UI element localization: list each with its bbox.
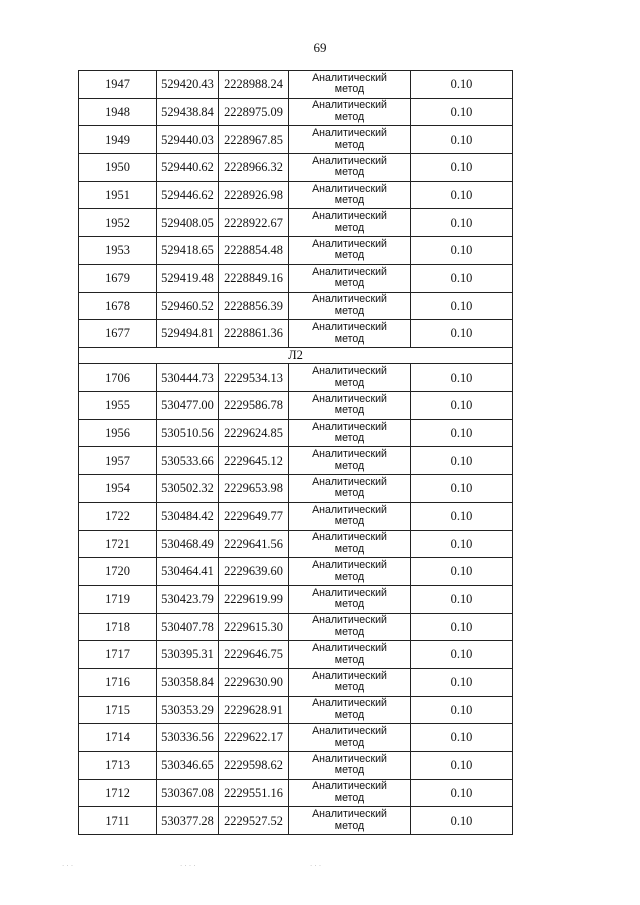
accuracy-cell: 0.10 xyxy=(411,98,513,126)
accuracy-cell: 0.10 xyxy=(411,585,513,613)
method-cell xyxy=(289,779,411,807)
y-coordinate-cell: 2229653.98 xyxy=(219,475,289,503)
y-coordinate-cell: 2229586.78 xyxy=(219,392,289,420)
y-coordinate-cell: 2228922.67 xyxy=(219,209,289,237)
method-line-2: метод xyxy=(334,404,365,417)
method-line-2: метод xyxy=(334,277,365,290)
point-number-cell: 1713 xyxy=(79,752,157,780)
point-number-cell: 1677 xyxy=(79,320,157,348)
section-row xyxy=(79,347,513,364)
method-line-1: Аналитический xyxy=(312,614,387,627)
method-line-1: Аналитический xyxy=(312,642,387,654)
method-line-1: Аналитический xyxy=(312,697,387,710)
accuracy-cell: 0.10 xyxy=(411,237,513,265)
method-cell xyxy=(289,502,411,530)
method-line-2: метод xyxy=(334,736,365,749)
method-cell xyxy=(289,98,411,126)
method-cell xyxy=(289,724,411,752)
accuracy-cell: 0.10 xyxy=(411,181,513,209)
table-row xyxy=(79,502,513,530)
accuracy-cell: 0.10 xyxy=(411,558,513,586)
method-line-1: Аналитический xyxy=(312,669,387,682)
x-coordinate-cell: 530502.32 xyxy=(157,475,219,503)
table-row xyxy=(79,264,513,292)
table-row xyxy=(79,696,513,724)
method-line-1: Аналитический xyxy=(312,237,387,250)
table-row xyxy=(79,126,513,154)
method-line-2: метод xyxy=(334,332,365,345)
accuracy-cell: 0.10 xyxy=(411,724,513,752)
method-line-1: Аналитический xyxy=(312,503,387,516)
accuracy-cell: 0.10 xyxy=(411,71,513,99)
point-number-cell: 1715 xyxy=(79,696,157,724)
y-coordinate-cell: 2229551.16 xyxy=(219,779,289,807)
x-coordinate-cell: 530510.56 xyxy=(157,419,219,447)
accuracy-cell: 0.10 xyxy=(411,530,513,558)
method-line-1: Аналитический xyxy=(312,531,387,544)
page-number: 69 xyxy=(313,40,327,55)
method-line-1: Аналитический xyxy=(312,586,387,599)
method-line-1: Аналитический xyxy=(312,420,387,433)
x-coordinate-cell: 530407.78 xyxy=(157,613,219,641)
method-line-1: Аналитический xyxy=(312,293,387,306)
y-coordinate-cell: 2228926.98 xyxy=(219,181,289,209)
y-coordinate-cell: 2229649.77 xyxy=(219,502,289,530)
y-coordinate-cell: 2228861.36 xyxy=(219,320,289,348)
table-row xyxy=(79,779,513,807)
accuracy-cell: 0.10 xyxy=(411,419,513,447)
method-line-1: Аналитический xyxy=(312,392,387,405)
table-row xyxy=(79,320,513,348)
y-coordinate-cell: 2229628.91 xyxy=(219,696,289,724)
table-row xyxy=(79,392,513,420)
table-body-top xyxy=(79,71,513,348)
accuracy-cell: 0.10 xyxy=(411,126,513,154)
method-line-2: метод xyxy=(334,83,365,96)
method-cell xyxy=(289,320,411,348)
method-cell xyxy=(289,641,411,669)
accuracy-cell: 0.10 xyxy=(411,668,513,696)
y-coordinate-cell: 2229646.75 xyxy=(219,641,289,669)
y-coordinate-cell: 2228856.39 xyxy=(219,292,289,320)
method-line-1: Аналитический xyxy=(312,154,387,167)
x-coordinate-cell: 530353.29 xyxy=(157,696,219,724)
y-coordinate-cell: 2229645.12 xyxy=(219,447,289,475)
x-coordinate-cell: 530377.28 xyxy=(157,807,219,835)
point-number-cell: 1716 xyxy=(79,668,157,696)
method-line-2: метод xyxy=(334,515,365,528)
x-coordinate-cell: 529408.05 xyxy=(157,209,219,237)
x-coordinate-cell: 529446.62 xyxy=(157,181,219,209)
method-line-1: Аналитический xyxy=(312,210,387,223)
method-cell xyxy=(289,696,411,724)
x-coordinate-cell: 529494.81 xyxy=(157,320,219,348)
y-coordinate-cell: 2229639.60 xyxy=(219,558,289,586)
scan-artifact: · · · xyxy=(310,862,322,870)
y-coordinate-cell: 2229527.52 xyxy=(219,807,289,835)
method-line-2: метод xyxy=(334,138,365,151)
x-coordinate-cell: 530444.73 xyxy=(157,364,219,392)
y-coordinate-cell: 2228975.09 xyxy=(219,98,289,126)
method-line-2: метод xyxy=(334,542,365,555)
method-cell xyxy=(289,419,411,447)
method-line-2: метод xyxy=(334,432,365,445)
point-number-cell: 1956 xyxy=(79,419,157,447)
accuracy-cell: 0.10 xyxy=(411,264,513,292)
x-coordinate-cell: 530464.41 xyxy=(157,558,219,586)
method-line-2: метод xyxy=(334,194,365,207)
point-number-cell: 1717 xyxy=(79,641,157,669)
accuracy-cell: 0.10 xyxy=(411,475,513,503)
x-coordinate-cell: 529419.48 xyxy=(157,264,219,292)
table-row xyxy=(79,558,513,586)
method-line-2: метод xyxy=(334,764,365,777)
table-row xyxy=(79,71,513,99)
method-line-1: Аналитический xyxy=(312,448,387,461)
method-line-2: метод xyxy=(334,653,365,666)
method-line-2: метод xyxy=(334,221,365,234)
method-cell xyxy=(289,668,411,696)
y-coordinate-cell: 2228988.24 xyxy=(219,71,289,99)
x-coordinate-cell: 530358.84 xyxy=(157,668,219,696)
method-cell xyxy=(289,613,411,641)
method-line-1: Аналитический xyxy=(312,127,387,140)
point-number-cell: 1678 xyxy=(79,292,157,320)
method-line-1: Аналитический xyxy=(312,475,387,488)
method-line-1: Аналитический xyxy=(312,99,387,112)
accuracy-cell: 0.10 xyxy=(411,779,513,807)
point-number-cell: 1722 xyxy=(79,502,157,530)
point-number-cell: 1957 xyxy=(79,447,157,475)
method-line-2: метод xyxy=(334,625,365,638)
x-coordinate-cell: 529438.84 xyxy=(157,98,219,126)
accuracy-cell: 0.10 xyxy=(411,807,513,835)
table-row xyxy=(79,585,513,613)
table-row xyxy=(79,724,513,752)
y-coordinate-cell: 2228849.16 xyxy=(219,264,289,292)
section-header xyxy=(79,347,513,364)
method-cell xyxy=(289,558,411,586)
x-coordinate-cell: 529418.65 xyxy=(157,237,219,265)
x-coordinate-cell: 529440.62 xyxy=(157,154,219,182)
point-number-cell: 1721 xyxy=(79,530,157,558)
x-coordinate-cell: 529440.03 xyxy=(157,126,219,154)
method-cell xyxy=(289,364,411,392)
coordinates-table xyxy=(78,70,513,835)
point-number-cell: 1953 xyxy=(79,237,157,265)
point-number-cell: 1950 xyxy=(79,154,157,182)
point-number-cell: 1679 xyxy=(79,264,157,292)
method-cell xyxy=(289,530,411,558)
accuracy-cell: 0.10 xyxy=(411,209,513,237)
accuracy-cell: 0.10 xyxy=(411,320,513,348)
method-line-2: метод xyxy=(334,708,365,721)
y-coordinate-cell: 2229630.90 xyxy=(219,668,289,696)
method-line-2: метод xyxy=(334,111,365,124)
method-cell xyxy=(289,585,411,613)
table-row xyxy=(79,447,513,475)
point-number-cell: 1949 xyxy=(79,126,157,154)
point-number-cell: 1952 xyxy=(79,209,157,237)
table-row xyxy=(79,237,513,265)
point-number-cell: 1948 xyxy=(79,98,157,126)
method-cell xyxy=(289,154,411,182)
method-line-2: метод xyxy=(334,487,365,500)
point-number-cell: 1951 xyxy=(79,181,157,209)
method-cell xyxy=(289,807,411,835)
table-row xyxy=(79,752,513,780)
method-line-1: Аналитический xyxy=(312,265,387,278)
x-coordinate-cell: 530468.49 xyxy=(157,530,219,558)
table-row xyxy=(79,154,513,182)
method-line-1: Аналитический xyxy=(312,182,387,195)
y-coordinate-cell: 2229619.99 xyxy=(219,585,289,613)
accuracy-cell: 0.10 xyxy=(411,292,513,320)
accuracy-cell: 0.10 xyxy=(411,613,513,641)
x-coordinate-cell: 529460.52 xyxy=(157,292,219,320)
accuracy-cell: 0.10 xyxy=(411,696,513,724)
x-coordinate-cell: 530533.66 xyxy=(157,447,219,475)
point-number-cell: 1947 xyxy=(79,71,157,99)
method-cell xyxy=(289,126,411,154)
method-line-2: метод xyxy=(334,570,365,583)
point-number-cell: 1954 xyxy=(79,475,157,503)
table-row xyxy=(79,668,513,696)
method-line-1: Аналитический xyxy=(312,725,387,738)
accuracy-cell: 0.10 xyxy=(411,392,513,420)
section-label: Л2 xyxy=(79,347,513,364)
y-coordinate-cell: 2228966.32 xyxy=(219,154,289,182)
y-coordinate-cell: 2229624.85 xyxy=(219,419,289,447)
method-line-1: Аналитический xyxy=(312,780,387,793)
y-coordinate-cell: 2229622.17 xyxy=(219,724,289,752)
method-line-2: метод xyxy=(334,819,365,832)
method-cell xyxy=(289,752,411,780)
y-coordinate-cell: 2228967.85 xyxy=(219,126,289,154)
method-line-1: Аналитический xyxy=(312,365,387,378)
method-cell xyxy=(289,181,411,209)
point-number-cell: 1720 xyxy=(79,558,157,586)
method-line-2: метод xyxy=(334,249,365,262)
point-number-cell: 1719 xyxy=(79,585,157,613)
method-line-2: метод xyxy=(334,304,365,317)
method-cell xyxy=(289,209,411,237)
method-line-2: метод xyxy=(334,792,365,805)
table-row xyxy=(79,98,513,126)
point-number-cell: 1706 xyxy=(79,364,157,392)
method-line-1: Аналитический xyxy=(312,808,387,821)
method-cell xyxy=(289,447,411,475)
method-cell xyxy=(289,392,411,420)
accuracy-cell: 0.10 xyxy=(411,502,513,530)
x-coordinate-cell: 530395.31 xyxy=(157,641,219,669)
method-line-1: Аналитический xyxy=(312,71,387,84)
accuracy-cell: 0.10 xyxy=(411,364,513,392)
x-coordinate-cell: 530367.08 xyxy=(157,779,219,807)
point-number-cell: 1714 xyxy=(79,724,157,752)
x-coordinate-cell: 530484.42 xyxy=(157,502,219,530)
method-line-2: метод xyxy=(334,681,365,694)
x-coordinate-cell: 530423.79 xyxy=(157,585,219,613)
method-line-2: метод xyxy=(334,459,365,472)
point-number-cell: 1955 xyxy=(79,392,157,420)
y-coordinate-cell: 2229615.30 xyxy=(219,613,289,641)
accuracy-cell: 0.10 xyxy=(411,641,513,669)
accuracy-cell: 0.10 xyxy=(411,154,513,182)
method-cell xyxy=(289,292,411,320)
table-row xyxy=(79,181,513,209)
scan-artifact: · · · · xyxy=(180,862,196,870)
table-row xyxy=(79,419,513,447)
table-row xyxy=(79,292,513,320)
table-row xyxy=(79,530,513,558)
method-cell xyxy=(289,264,411,292)
method-line-2: метод xyxy=(334,598,365,611)
point-number-cell: 1718 xyxy=(79,613,157,641)
table-body-bottom xyxy=(79,364,513,835)
x-coordinate-cell: 530477.00 xyxy=(157,392,219,420)
table-row xyxy=(79,364,513,392)
scan-artifact: · · · xyxy=(62,862,74,870)
y-coordinate-cell: 2229534.13 xyxy=(219,364,289,392)
method-cell xyxy=(289,237,411,265)
method-line-1: Аналитический xyxy=(312,320,387,333)
y-coordinate-cell: 2229598.62 xyxy=(219,752,289,780)
x-coordinate-cell: 529420.43 xyxy=(157,71,219,99)
accuracy-cell: 0.10 xyxy=(411,752,513,780)
y-coordinate-cell: 2229641.56 xyxy=(219,530,289,558)
method-cell xyxy=(289,71,411,99)
x-coordinate-cell: 530336.56 xyxy=(157,724,219,752)
method-line-1: Аналитический xyxy=(312,752,387,765)
y-coordinate-cell: 2228854.48 xyxy=(219,237,289,265)
method-cell xyxy=(289,475,411,503)
table-row xyxy=(79,475,513,503)
table-row xyxy=(79,641,513,669)
method-line-2: метод xyxy=(334,376,365,389)
x-coordinate-cell: 530346.65 xyxy=(157,752,219,780)
point-number-cell: 1711 xyxy=(79,807,157,835)
accuracy-cell: 0.10 xyxy=(411,447,513,475)
table-row xyxy=(79,613,513,641)
method-line-2: метод xyxy=(334,166,365,179)
table-row xyxy=(79,807,513,835)
method-line-1: Аналитический xyxy=(312,558,387,571)
table-row xyxy=(79,209,513,237)
point-number-cell: 1712 xyxy=(79,779,157,807)
